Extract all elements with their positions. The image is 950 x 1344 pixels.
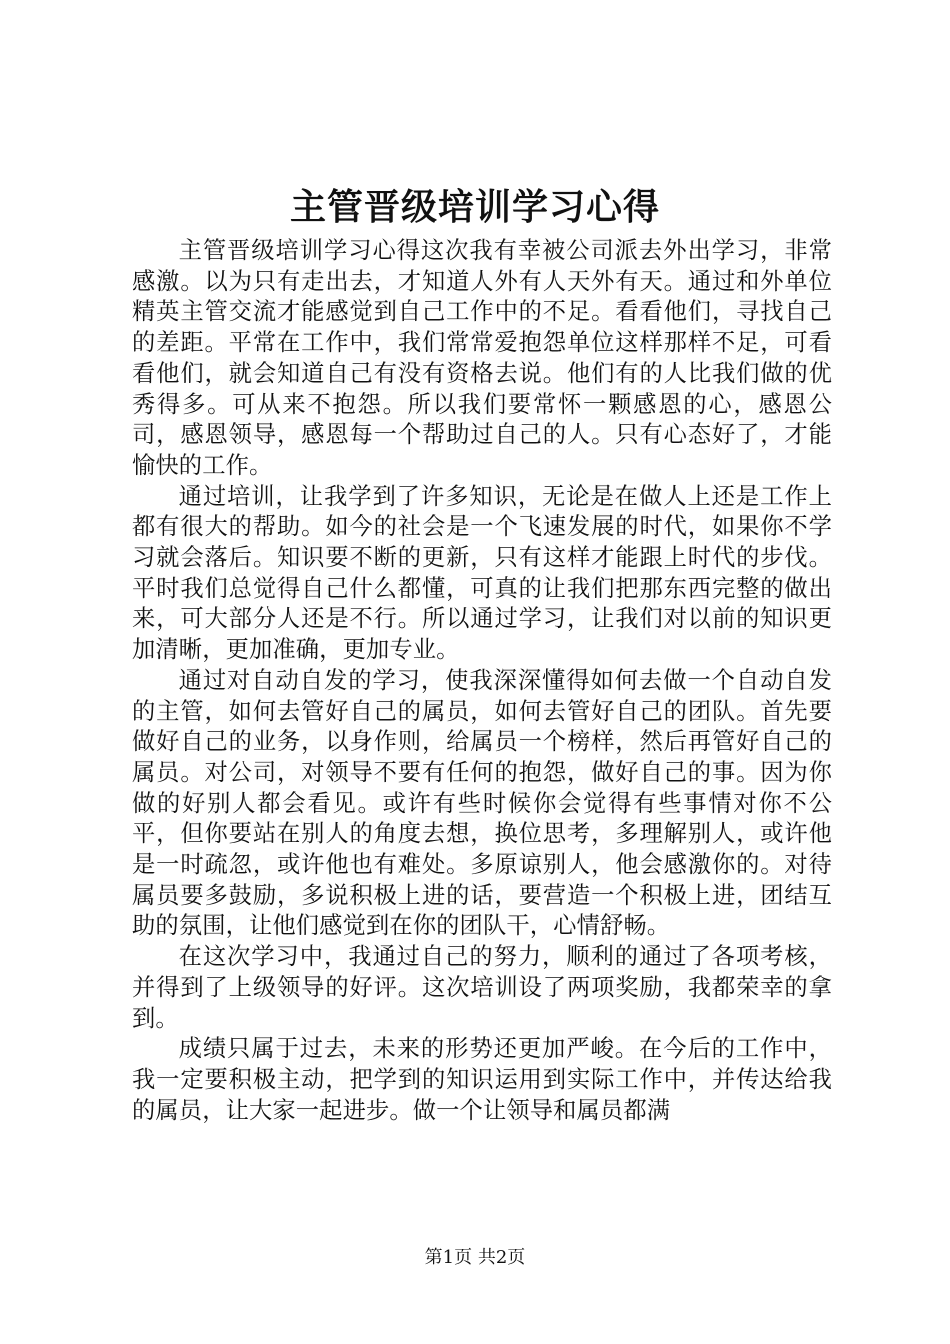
paragraph-5: 成绩只属于过去，未来的形势还更加严峻。在今后的工作中，我一定要积极主动，把学到的知识运用到实际工作中，并传达给我的属员，让大家一起进步。做一个让领导和属员都满: [132, 1035, 832, 1124]
document-title: 主管晋级培训学习心得: [289, 186, 660, 228]
paragraph-2: 通过培训，让我学到了许多知识，无论是在做人上还是工作上都有很大的帮助。如今的社会是一个飞速发展的时代，如果你不学习就会落后。知识要不断的更新，只有这样才能跟上时代的步伐。平时我们总觉得自己什么都懂，可真的让我们把那东西完整的做出来，可大部分人还是不行。所以通过学习，让我们对以前的知识更加清晰，更加准确，更加专业。: [132, 482, 832, 664]
paragraph-4: 在这次学习中，我通过自己的努力，顺利的通过了各项考核，并得到了上级领导的好评。这次培训设了两项奖励，我都荣幸的拿到。: [132, 943, 832, 1032]
document-body: [132, 236, 832, 1126]
paragraph-3: 通过对自动自发的学习，使我深深懂得如何去做一个自动自发的主管，如何去管好自己的属员，如何去管好自己的团队。首先要做好自己的业务，以身作则，给属员一个榜样，然后再管好自己的属员。对公司，对领导不要有任何的抱怨，做好自己的事。因为你做的好别人都会看见。或许有些时候你会觉得有些事情对你不公平，但你要站在别人的角度去想，换位思考，多理解别人，或许他是一时疏忽，或许他也有难处。多原谅别人，他会感激你的。对待属员要多鼓励，多说积极上进的话，要营造一个积极上进，团结互助的氛围，让他们感觉到在你的团队干，心情舒畅。: [132, 666, 832, 940]
page-number-footer: 第1页 共2页: [424, 1247, 526, 1268]
paragraph-1: 主管晋级培训学习心得这次我有幸被公司派去外出学习，非常感激。以为只有走出去，才知道人外有人天外有天。通过和外单位精英主管交流才能感觉到自己工作中的不足。看看他们，寻找自己的差距。平常在工作中，我们常常爱抱怨单位这样那样不足，可看看他们，就会知道自己有没有资格去说。他们有的人比我们做的优秀得多。可从来不抱怨。所以我们要常怀一颗感恩的心，感恩公司，感恩领导，感恩每一个帮助过自己的人。只有心态好了，才能愉快的工作。: [132, 237, 832, 479]
